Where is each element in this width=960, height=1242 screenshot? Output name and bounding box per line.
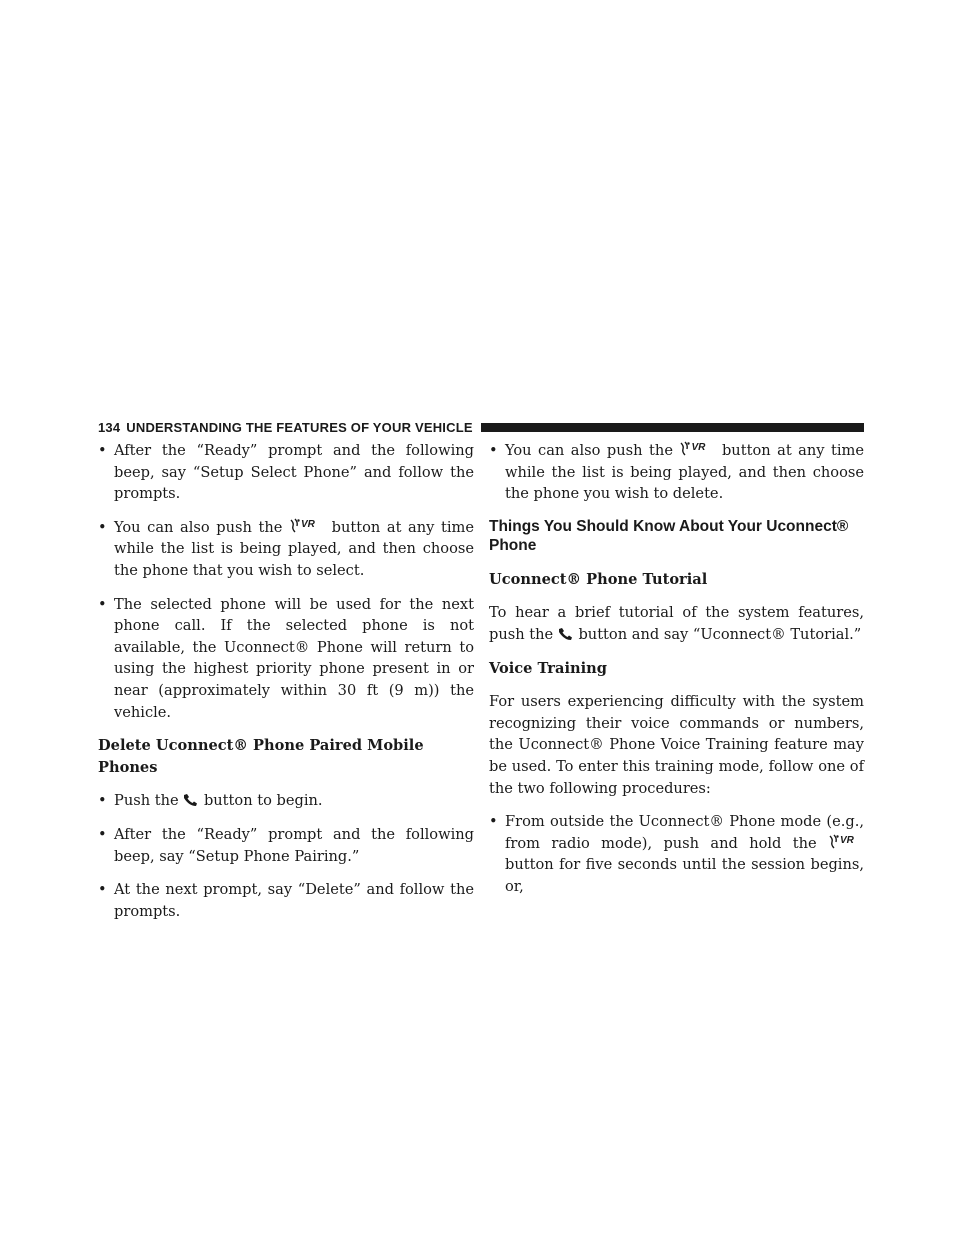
page-number: 134 <box>98 419 121 435</box>
voice-recognition-icon: VR <box>679 441 715 457</box>
list-item: • After the “Ready” prompt and the following beep, say “Setup Select Phone” and follow the prompts. <box>98 442 474 503</box>
paragraph: To hear a brief tutorial of the system features, push the button and say “Uconnect® Tutorial.” <box>489 604 864 643</box>
subheading: Voice Training <box>489 659 607 677</box>
list-item: • Push the button to begin. <box>98 790 474 812</box>
list-item: • You can also push the VR button at any time while the list is being played, and then choose the phone that you wish to select. <box>98 518 474 579</box>
bullet-dot: • <box>98 825 107 843</box>
subheading: Delete Uconnect® Phone Paired Mobile Phones <box>98 737 424 776</box>
list-item: • The selected phone will be used for the next phone call. If the selected phone is not available, the Uconnect® Phone will return to using the highest priority phone present in or near (approximately within 30 ft (9 m)) the vehicle. <box>98 595 474 721</box>
list-item: • At the next prompt, say “Delete” and follow the prompts. <box>98 881 474 920</box>
page-header <box>98 418 864 436</box>
chapter-title: UNDERSTANDING THE FEATURES OF YOUR VEHICLE <box>126 419 473 435</box>
bullet-dot: • <box>98 518 107 536</box>
phone-icon <box>558 626 574 640</box>
header-rule <box>481 423 864 432</box>
bullet-dot: • <box>98 442 107 459</box>
voice-recognition-icon: VR <box>289 518 325 534</box>
paragraph: For users experiencing difficulty with the system recognizing their voice commands or numbers, the Uconnect® Phone Voice Training feature may be used. To enter this training mode, follow one of the two following procedures: <box>489 693 864 797</box>
list-item: • After the “Ready” prompt and the following beep, say “Setup Phone Pairing.” <box>98 825 474 865</box>
bullet-dot: • <box>98 881 107 899</box>
voice-recognition-icon: VR <box>828 834 864 850</box>
bullet-dot: • <box>489 442 498 459</box>
list-item: • From outside the Uconnect® Phone mode (e.g., from radio mode), push and hold the VR button for five seconds until the session begins, or, <box>489 813 864 895</box>
left-column <box>98 440 474 934</box>
bullet-dot: • <box>98 595 107 613</box>
section-heading: Things You Should Know About Your Uconnect® Phone <box>489 517 849 554</box>
bullet-dot: • <box>98 792 107 810</box>
subheading: Uconnect® Phone Tutorial <box>489 570 708 588</box>
right-column <box>489 440 864 910</box>
phone-icon <box>183 792 199 806</box>
bullet-dot: • <box>489 813 498 831</box>
list-item: • You can also push the VR button at any time while the list is being played, and then choose the phone you wish to delete. <box>489 442 865 503</box>
